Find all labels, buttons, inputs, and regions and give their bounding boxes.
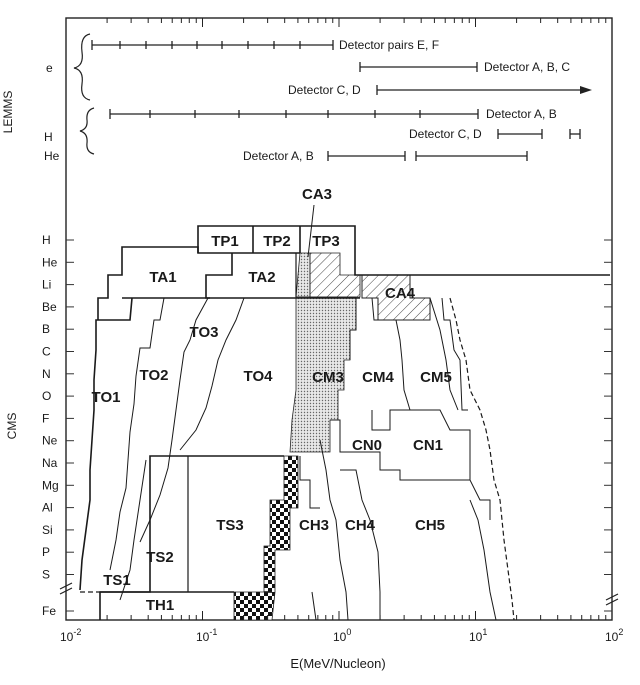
cms-channel-regions [80,186,610,620]
lemms-section [1,34,592,163]
x-axis-label: E(MeV/Nucleon) [290,656,386,671]
cms-row-label: N [42,366,51,381]
x-axis-tick-labels [60,627,623,644]
channel-label-to2: TO2 [139,367,169,384]
channel-label-tp1: TP1 [211,233,239,250]
channel-label-cm4: CM4 [362,369,394,386]
x-tick-label-4: $10^1$ [469,627,488,644]
detector-label-e-cd: Detector C, D [288,83,361,97]
lemms-brace-h [80,108,94,154]
cms-row-label: F [42,411,50,426]
channel-label-th1: TH1 [145,597,175,614]
channel-label-tp3: TP3 [312,233,340,250]
cms-row-label: Na [42,456,58,470]
x-tick-label-2: $10^{-1}$ [196,627,218,644]
ca3-shaded-region [296,253,310,297]
cms-row-label: He [42,255,58,270]
he-row-line [355,253,610,275]
dashed-upper-limit [450,298,514,620]
x-tick-label-5: $10^2$ [605,627,624,644]
cms-row-label: S [42,567,51,582]
detector-label-h-cd: Detector C, D [409,127,482,141]
channel-label-ch4: CH4 [344,517,376,534]
channel-label-ca3: CA3 [301,186,333,203]
x-tick-label-3: $10^0$ [333,627,352,644]
cms-row-labels [42,233,59,618]
cms-row-label: B [42,322,51,337]
cms-row-label: Fe [42,604,57,618]
channel-label-cn1: CN1 [412,437,444,454]
detector-label-he-ab: Detector A, B [243,149,314,163]
cms-group-label: CMS [5,412,19,440]
channel-label-cm3: CM3 [312,369,344,386]
detector-label-e-ef: Detector pairs E, F [339,38,440,52]
cms-row-label: H [42,233,51,247]
x-tick-label-1: $10^{-2}$ [60,627,82,644]
channel-label-tp2: TP2 [263,233,291,250]
channel-label-ca4: CA4 [384,285,416,302]
channel-label-ch5: CH5 [414,517,446,534]
arrow-head-e-cd [580,86,592,94]
cms-row-label: Al [42,500,53,515]
channel-label-ta1: TA1 [149,269,177,286]
cms-row-label: P [42,545,51,560]
to1-staircase [80,298,132,590]
lemms-row-h: H [44,130,53,144]
detector-label-h-ab: Detector A, B [486,107,557,121]
channel-label-cm5: CM5 [420,369,452,386]
cms-row-label: Si [42,522,53,537]
cms-row-label: Li [42,277,52,292]
channel-label-ch3: CH3 [298,517,330,534]
tp3-hatched-region [310,253,360,297]
to4-staircase [180,298,244,450]
channel-label-to4: TO4 [243,368,273,385]
ch5-boundary [470,500,496,620]
lemms-row-e: e [46,61,53,75]
channel-label-to1: TO1 [91,389,121,406]
cms-row-label: O [42,389,52,404]
cms-row-label: Be [42,299,57,314]
lemms-brace-e [74,34,90,100]
cms-row-label: Ne [42,433,58,448]
cms-row-label: C [42,344,51,359]
cms-row-label: Mg [42,478,59,493]
channel-label-to3: TO3 [189,324,219,341]
axis-break-marks [60,583,618,605]
to2-staircase [110,298,164,570]
detector-label-e-abc: Detector A, B, C [484,60,571,74]
channel-label-ts3: TS3 [216,517,244,534]
channel-label-ts2: TS2 [146,549,174,566]
channel-label-ts1: TS1 [103,572,131,589]
channel-label-cn0: CN0 [351,437,383,454]
lemms-group-label: LEMMS [1,90,15,134]
checkered-region [234,456,298,620]
lemms-row-he: He [44,149,60,163]
channel-label-ta2: TA2 [248,269,276,286]
